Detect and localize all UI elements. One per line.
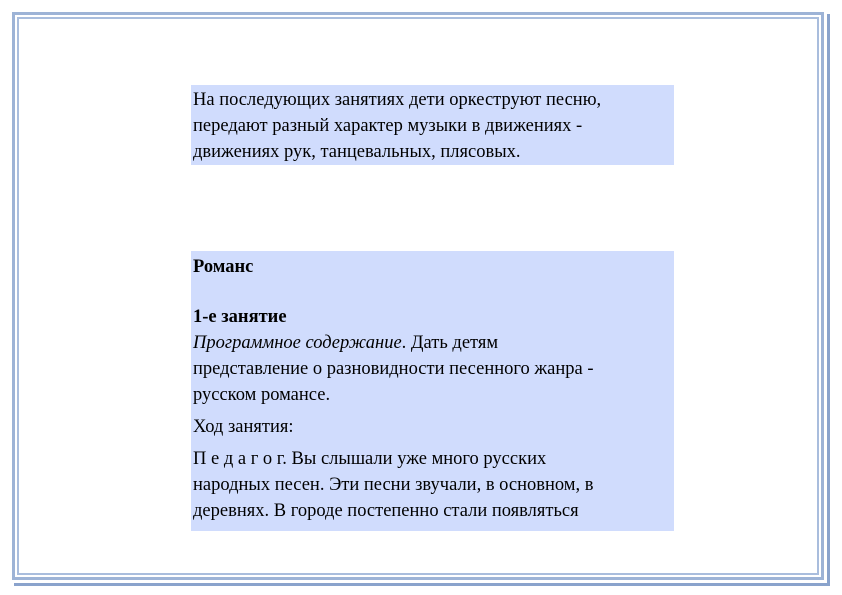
intro-line-1: На последующих занятиях дети оркеструют песню, bbox=[193, 90, 602, 110]
program-text-1: . Дать детям bbox=[401, 333, 499, 353]
intro-line-2: передают разный характер музыки в движениях - bbox=[193, 116, 583, 136]
teacher-line-3: деревнях. В городе постепенно стали появляться bbox=[193, 501, 579, 521]
teacher-line-1 bbox=[193, 446, 672, 472]
teacher-label: П е д а г о г. bbox=[193, 449, 287, 469]
blank-line bbox=[193, 280, 672, 304]
course-heading: Ход занятия: bbox=[193, 417, 294, 437]
lesson-heading: 1-е занятие bbox=[193, 307, 287, 327]
program-line-3: русском романсе. bbox=[193, 385, 331, 405]
intro-text-block bbox=[191, 85, 674, 165]
program-line-2: представление о разновидности песенного жанра - bbox=[193, 359, 594, 379]
teacher-text-1: Вы слышали уже много русских bbox=[286, 449, 547, 469]
intro-line-3: движениях рук, танцевальных, плясовых. bbox=[193, 142, 521, 162]
program-label: Программное содержание bbox=[193, 333, 402, 353]
program-line-1 bbox=[193, 330, 672, 356]
teacher-line-2: народных песен. Эти песни звучали, в основном, в bbox=[193, 475, 594, 495]
section-title: Романс bbox=[193, 257, 254, 277]
romance-text-block bbox=[191, 251, 674, 531]
